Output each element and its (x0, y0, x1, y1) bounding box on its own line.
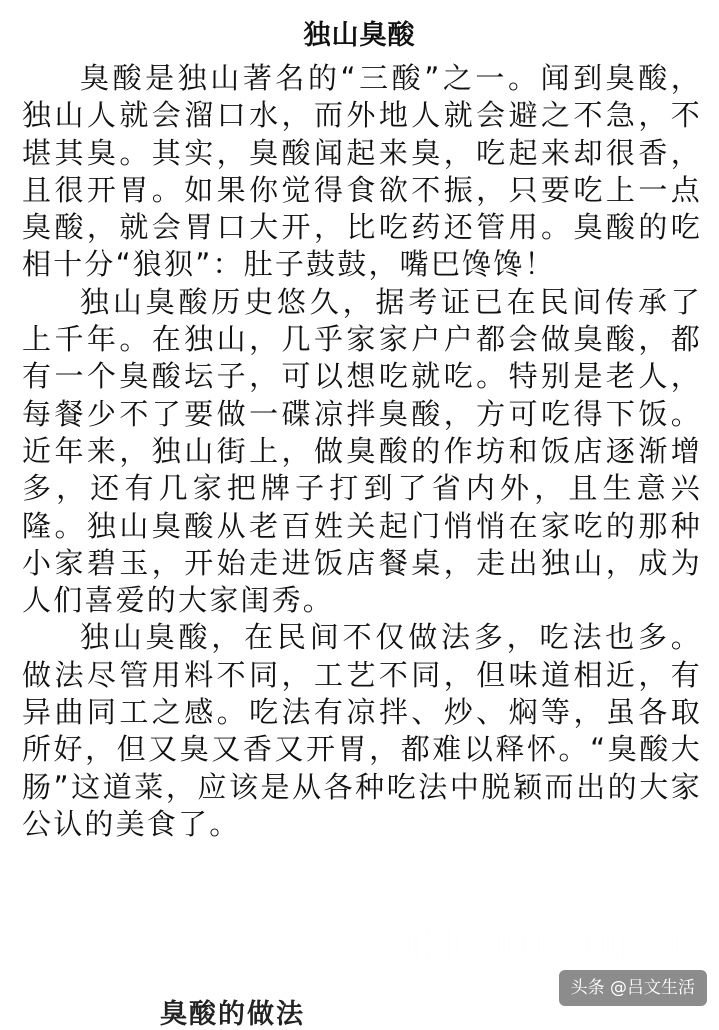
watermark-badge: 头条 @吕文生活 (559, 970, 707, 1006)
next-section-heading: 臭酸的做法 (160, 999, 305, 1030)
paragraph-1: 臭酸是独山著名的“三酸”之一。闻到臭酸，独山人就会溜口水，而外地人就会避之不急，不堪其臭。其实，臭酸闻起来臭，吃起来却很香，且很开胃。如果你觉得食欲不振，只要吃上一点臭酸，就会胃口大开，比吃药还管用。臭酸的吃相十分“狼狈”：肚子鼓鼓，嘴巴馋馋！ (22, 61, 702, 282)
paragraph-3: 独山臭酸，在民间不仅做法多，吃法也多。做法尽管用料不同，工艺不同，但味道相近，有异曲同工之感。吃法有凉拌、炒、焖等，虽各取所好，但又臭又香又开胃，都难以释怀。“臭酸大肠”这道菜，应该是从各种吃法中脱颖而出的大家公认的美食了。 (22, 620, 702, 841)
blurred-text-overlay (404, 928, 694, 962)
paragraph-2: 独山臭酸历史悠久，据考证已在民间传承了上千年。在独山，几乎家家户户都会做臭酸，都有一个臭酸坛子，可以想吃就吃。特别是老人，每餐少不了要做一碟凉拌臭酸，方可吃得下饭。近年来，独山街上，做臭酸的作坊和饭店逐渐增多，还有几家把牌子打到了省内外，且生意兴隆。独山臭酸从老百姓关起门悄悄在家吃的那种小家碧玉，开始走进饭店餐桌，走出独山，成为人们喜爱的大家闺秀。 (22, 284, 702, 618)
article-body (22, 60, 702, 843)
article-title: 独山臭酸 (303, 20, 416, 51)
